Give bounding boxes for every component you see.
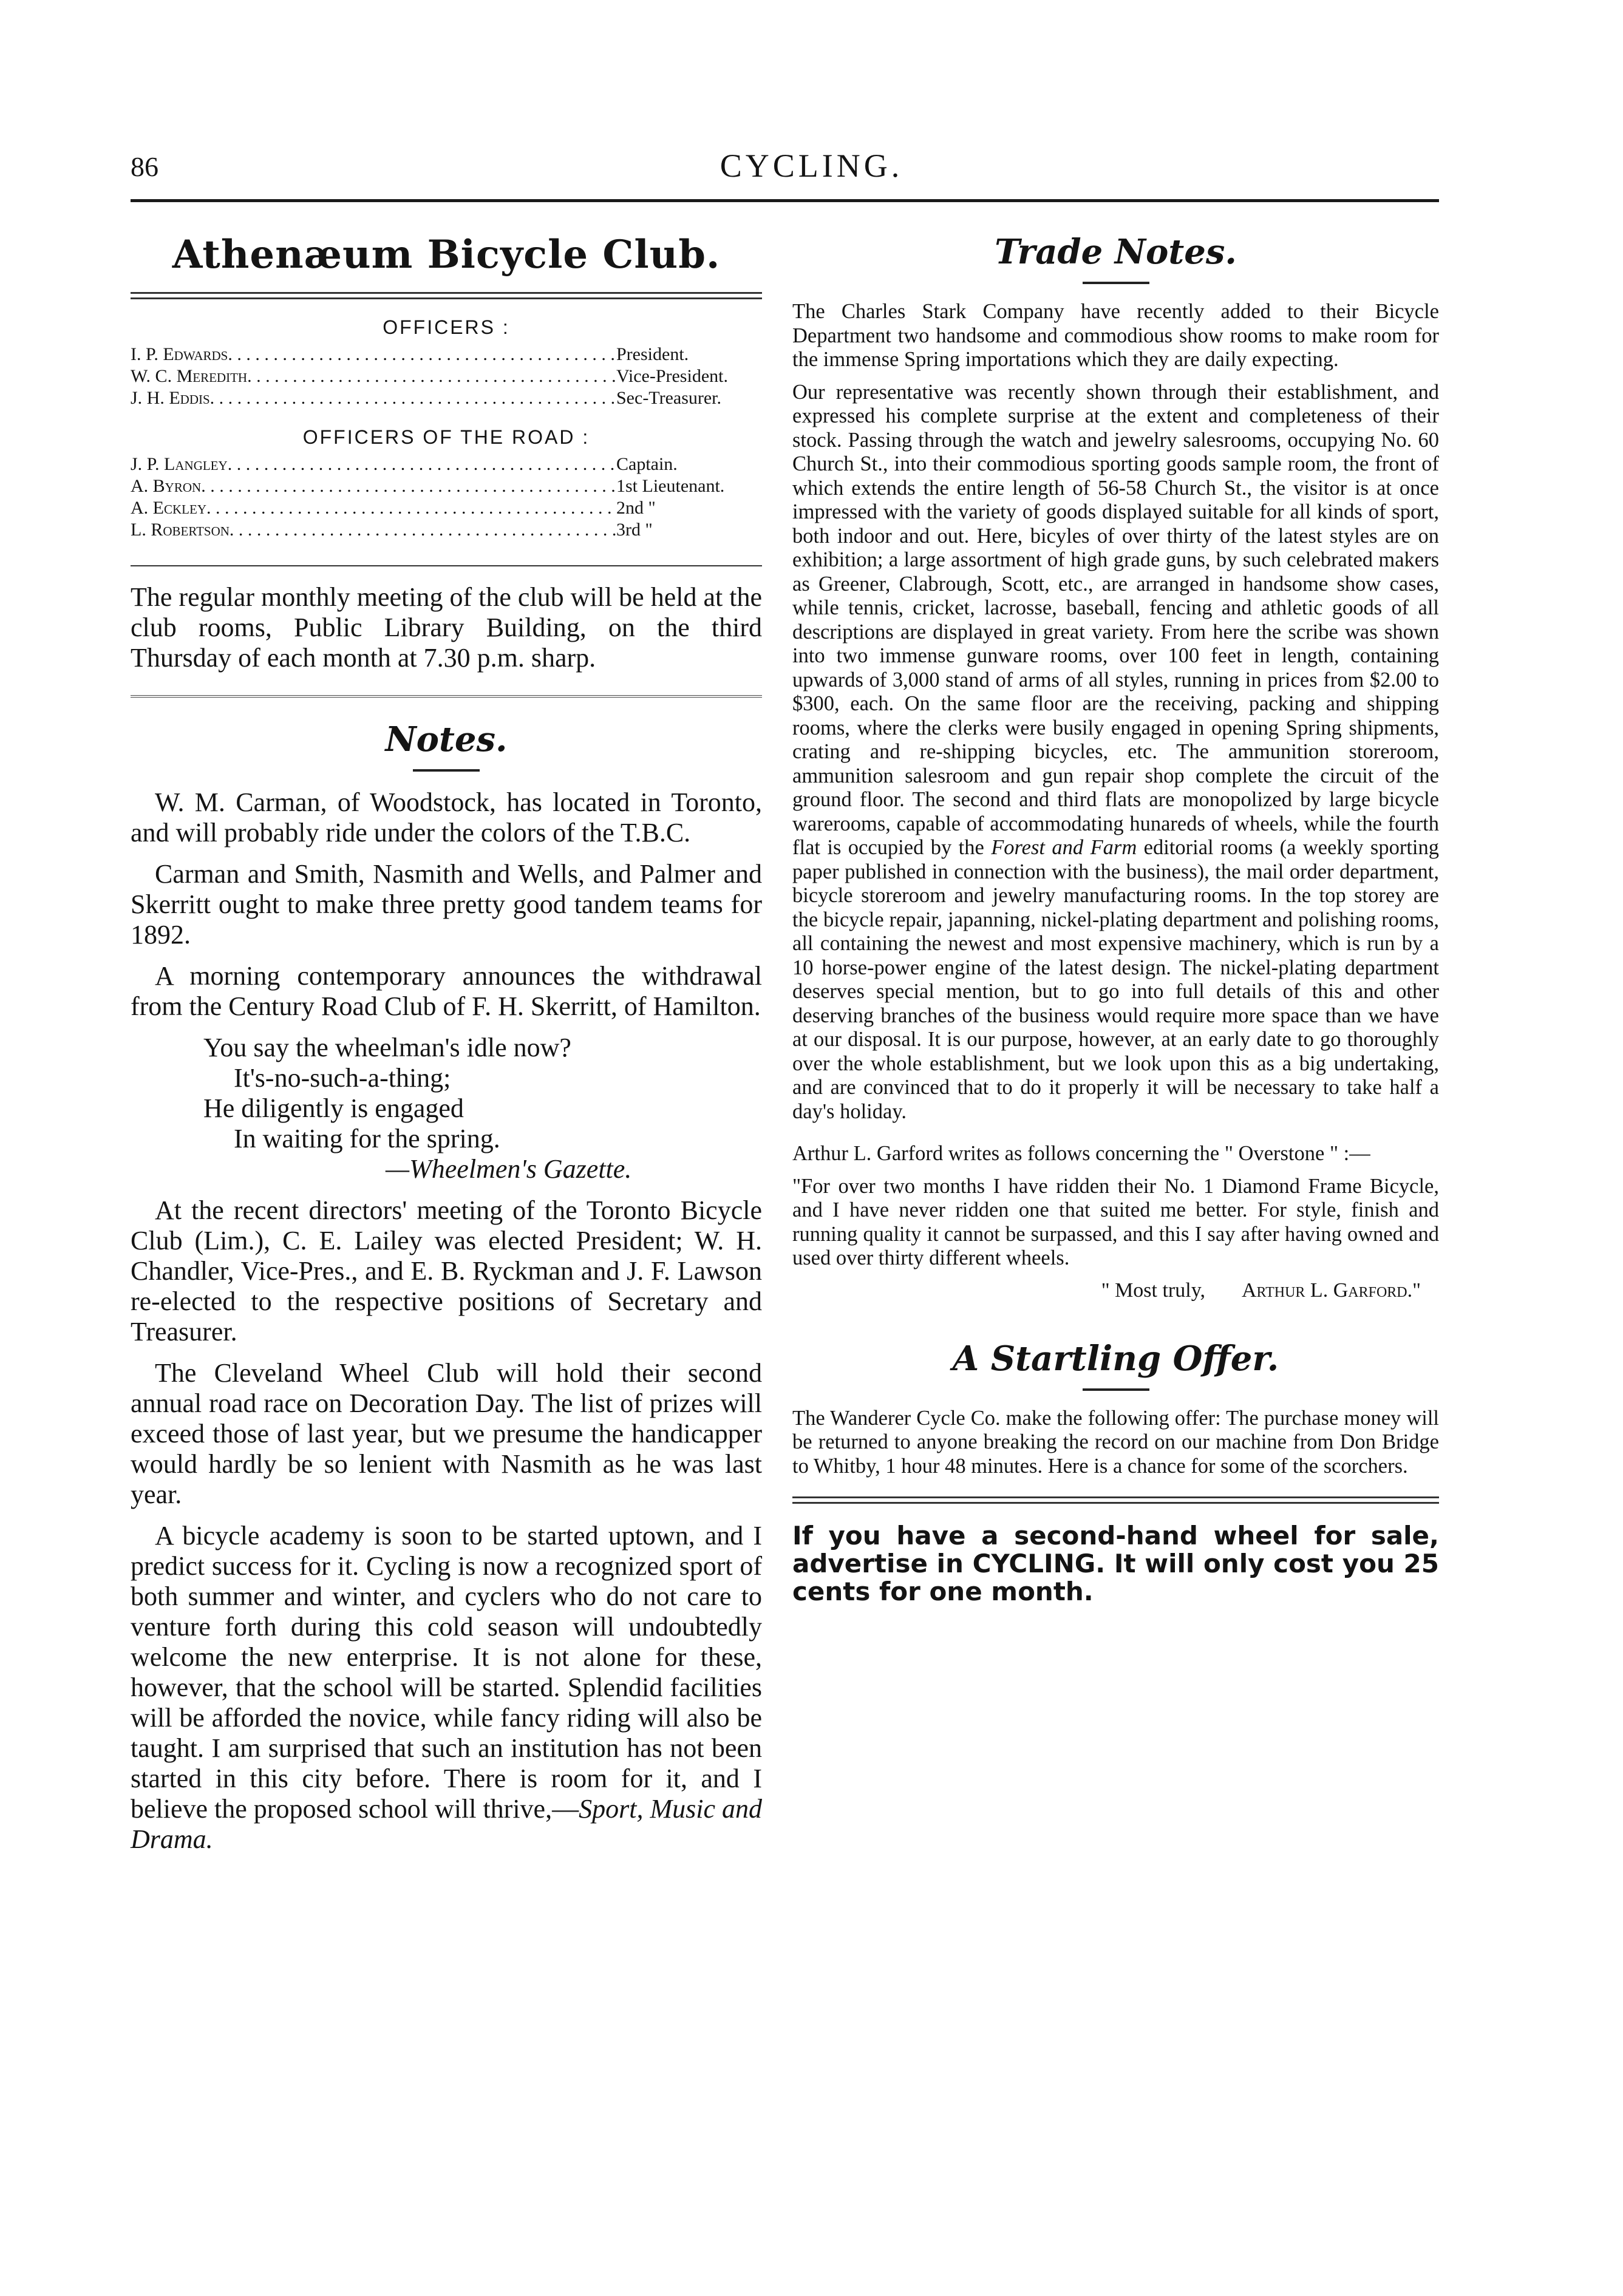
signature-name: Arthur L. Garford." — [1241, 1279, 1421, 1302]
poem-line: In waiting for the spring. — [234, 1124, 500, 1153]
offer-heading: A Startling Offer. — [952, 1338, 1279, 1379]
officer-title: Vice-President. — [616, 366, 728, 386]
page-number: 86 — [131, 151, 158, 182]
notes-body — [131, 787, 762, 1855]
left-column — [131, 219, 762, 1866]
note-paragraph: The Cleveland Wheel Club will hold their second annual road race on Decoration Day. The list of prizes will exceed those of last year, but we presume the handicapper would hardly be so lenient with Nasmith as he was last year. — [131, 1358, 762, 1509]
officer-row — [131, 387, 762, 409]
offer-text: The Wanderer Cycle Co. make the following offer: The purchase money will be returned to anyone breaking the record on our machine from Don Bridge to Whitby, 1 hour 48 minutes. Here is a chance for some of the scorchers. — [792, 1406, 1439, 1478]
testimonial: "For over two months I have ridden their No. 1 Diamond Frame Bicycle, and I have never ridden one that suited me better. For style, finish and running quality it cannot be surpassed, and this I say after having owned and used over thirty different wheels. — [792, 1174, 1439, 1269]
officer-title: 1st Lieutenant. — [616, 476, 725, 496]
poem-line: It's-no-such-a-thing; — [234, 1063, 451, 1093]
officers-heading: OFFICERS : — [383, 316, 510, 338]
officer-row — [131, 365, 762, 387]
section-rule — [131, 565, 762, 566]
trade-paragraph: Arthur L. Garford writes as follows concerning the " Overstone " :— — [792, 1142, 1370, 1165]
officer-name: W. C. Meredith — [131, 366, 248, 386]
officer-row — [131, 475, 762, 497]
ad-rule — [792, 1496, 1439, 1504]
trade-notes-body — [792, 300, 1439, 1302]
officer-title: 3rd " — [616, 520, 653, 540]
officer-name: A. Eckley — [131, 498, 206, 518]
meeting-notice — [131, 582, 762, 673]
poem-line: He diligently is engaged — [203, 1093, 464, 1123]
section-divider — [131, 695, 762, 698]
officer-name: J. H. Eddis — [131, 388, 210, 408]
note-paragraph: W. M. Carman, of Woodstock, has located in Toronto, and will probably ride under the colors of the T.B.C. — [131, 787, 762, 847]
meeting-text: The regular monthly meeting of the club will be held at the club rooms, Public Library Building, on the third Thursday of each month at 7.30 p.m. sharp. — [131, 582, 762, 673]
academy-text: A bicycle academy is soon to be started uptown, and I predict success for it. Cycling is now a recognized sport of both summer and winter, and cyclers who do not care to venture forth during this cold season will undoubtedly welcome the new enterprise. It is not alone for these, however, that the school will be started. Splendid facilities will be afforded the novice, while fancy riding will also be taught. I am surprised that such an institution has not been started in this city before. There is room for it, and I believe the proposed school will thrive,— — [131, 1521, 762, 1824]
note-paragraph — [131, 1521, 762, 1855]
forest-and-farm: Forest and Farm — [991, 836, 1137, 859]
offer-body — [792, 1407, 1439, 1479]
running-head: CYCLING. — [720, 148, 903, 184]
trade-paragraph: The Charles Stark Company have recently added to their Bicycle Department two handsome and commodious show rooms to make room for the immense Spring importations which they are daily expecting. — [792, 300, 1439, 371]
offer-heading-rule — [1083, 1388, 1149, 1391]
officers-list — [131, 344, 762, 409]
signature-close: " Most truly, — [1101, 1279, 1205, 1302]
officer-row — [131, 453, 762, 475]
officer-name: I. P. Edwards — [131, 344, 228, 364]
trade-notes-heading: Trade Notes. — [995, 232, 1237, 272]
officer-title: 2nd " — [616, 498, 656, 518]
note-paragraph: A morning contemporary announces the withdrawal from the Century Road Club of F. H. Skerritt, of Hamilton. — [131, 961, 762, 1021]
club-heading: Athenæum Bicycle Club. — [172, 232, 721, 277]
officer-name: J. P. Langley — [131, 454, 228, 474]
advertisement: If you have a second-hand wheel for sale, advertise in CYCLING. It will only cost you 25 cents for one month. — [792, 1521, 1439, 1606]
officer-row — [131, 497, 762, 519]
right-column — [792, 219, 1439, 1606]
poem-line: You say the wheelman's idle now? — [203, 1033, 571, 1062]
trade-text: Our representative was recently shown through their establishment, and expressed his complete surprise at the extent and completeness of their stock. Passing through the watch and jewelry salesrooms, occupying No. 60 Church St., into their commodious sporting goods sample room, the front of which extends the entire length of 56-58 Church St., the visitor is at once impressed with the variety of goods displayed suitable for all kinds of sport, both indoor and out. Here, bicyles of over thirty of the latest styles are on exhibition; a large assortment of high grade guns, by such celebrated makers as Greener, Clabrough, Scott, etc., are arranged in handsome show cases, while tennis, cricket, lacrosse, baseball, fencing and athletic goods of all descriptions are displayed in great variety. From here the scribe was shown into two immense gunware rooms, over 100 feet in length, containing upwards of 3,000 stand of arms of all styles, running in prices from $2.00 to $300, each. On the same floor are the receiving, packing and shipping rooms, where the clerks were busily engaged in opening Spring shipments, crating and re-shipping bicycles, etc. The ammunition storeroom, ammunition salesroom and gun repair shop complete the circuit of the ground floor. The second and third flats are monopolized by large bicycle warerooms, capable of accommodating hunareds of wheels, while the fourth flat is occupied by the — [792, 380, 1439, 859]
notes-heading-rule — [413, 769, 480, 772]
trade-text: editorial rooms (a weekly sporting paper published in connection with the business), the mail order department, bicycle storeroom and jewelry manufacturing rooms. In the top storey are the bicycle repair, japanning, nickel-plating department and polishing rooms, all containing the newest and most expensive machinery, which is run by a 10 horse-power engine of the latest design. The nickel-plating department deserves special mention, but to go into full details of this and other deserving branches of the business would require more space than we have at our disposal. It is our purpose, however, at an early date to go thoroughly over the whole establishment, but we look upon this as a big undertaking, and are convinced that to do it properly it will be necessary to take half a day's holiday. — [792, 836, 1439, 1123]
road-officers-heading: OFFICERS OF THE ROAD : — [302, 426, 590, 448]
note-paragraph: Carman and Smith, Nasmith and Wells, and Palmer and Skerritt ought to make three pretty good tandem teams for 1892. — [131, 859, 762, 949]
officer-name: L. Robertson — [131, 520, 230, 540]
testimonial-signature — [792, 1279, 1421, 1302]
notes-heading: Notes. — [385, 719, 508, 759]
officer-row — [131, 519, 762, 541]
trade-paragraph — [792, 381, 1439, 1124]
officer-row — [131, 344, 762, 365]
poem-source: —Wheelmen's Gazette. — [386, 1154, 632, 1184]
header-rule — [131, 199, 1439, 202]
note-paragraph: At the recent directors' meeting of the Toronto Bicycle Club (Lim.), C. E. Lailey was elected President; W. H. Chandler, Vice-Pres., and E. B. Ryckman and J. F. Lawson re-elected to the respective positions of Secretary and Treasurer. — [131, 1195, 762, 1347]
officer-title: Sec-Treasurer. — [616, 388, 722, 408]
officer-title: President. — [616, 344, 689, 364]
officer-title: Captain. — [616, 454, 678, 474]
academy-source: Sport, Music and Drama. — [131, 1794, 762, 1854]
trade-heading-rule — [1083, 282, 1149, 284]
club-heading-rule — [131, 292, 762, 299]
poem — [203, 1033, 762, 1184]
road-officers-list — [131, 453, 762, 541]
officer-name: A. Byron — [131, 476, 202, 496]
